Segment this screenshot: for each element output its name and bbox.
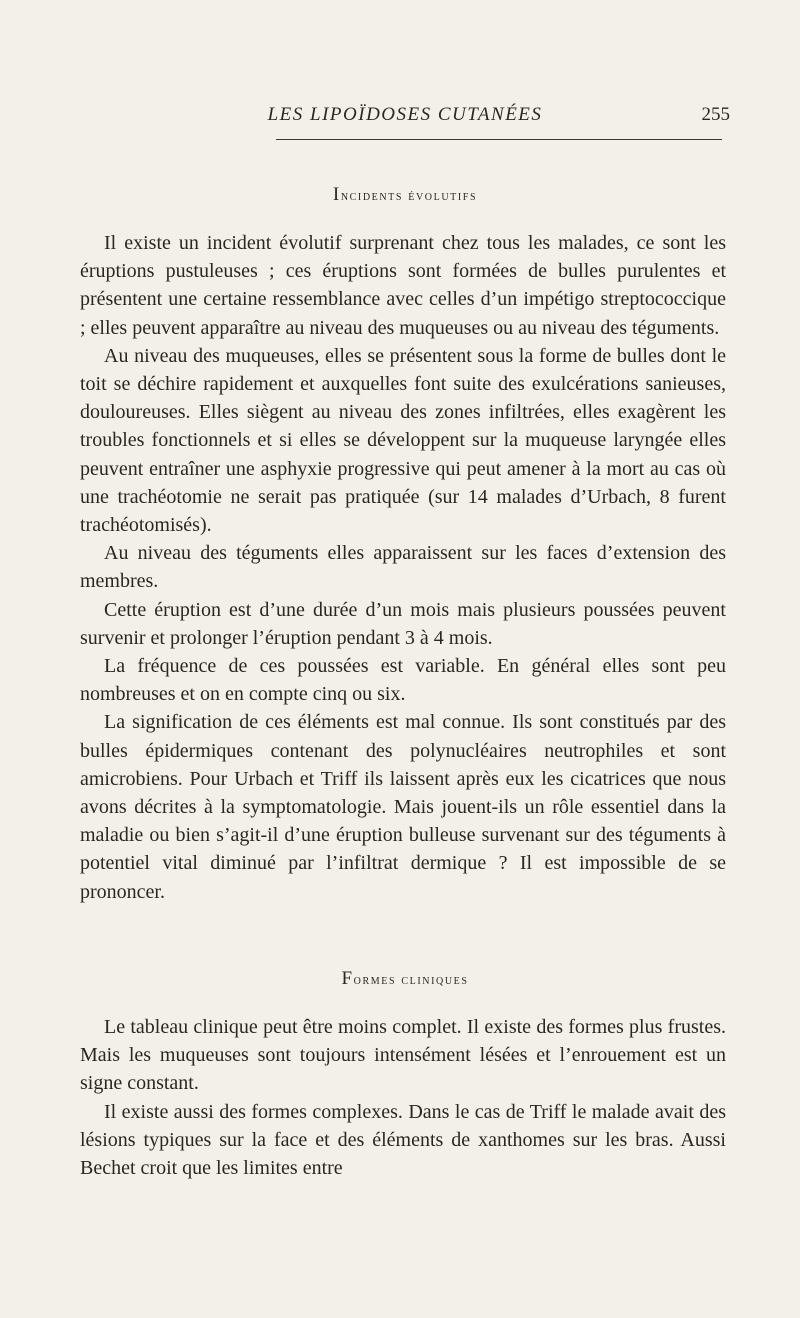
- section-heading-formes: Formes cliniques: [341, 968, 469, 989]
- running-title: LES LIPOÏDOSES CUTANÉES: [267, 104, 543, 125]
- header-rule: [276, 139, 722, 140]
- section-body-incidents: [80, 229, 726, 906]
- paragraph: La fréquence de ces poussées est variable. En général elles sont peu nombreuses et on en compte cinq ou six.: [80, 655, 726, 706]
- paragraph: Il existe un incident évolutif surprenant chez tous les malades, ce sont les éruptions pustuleuses ; ces éruptions sont formées de bulles purulentes et présentent une certaine ressemblance avec celles d’un impétigo streptococcique ; elles peuvent apparaître au niveau des muqueuses ou au niveau des téguments.: [80, 232, 726, 339]
- paragraph: Le tableau clinique peut être moins complet. Il existe des formes plus frustes. Mais les muqueuses sont toujours intensément lésées et l’enrouement est un signe constant.: [80, 1016, 726, 1095]
- paragraph: La signification de ces éléments est mal connue. Ils sont constitués par des bulles épidermiques contenant des polynucléaires neutrophiles et sont amicrobiens. Pour Urbach et Triff ils laissent après eux les cicatrices que nous avons décrites à la symptomatologie. Mais jouent-ils un rôle essentiel dans la maladie ou bien s’agit-il d’une éruption bulleuse survenant sur des téguments à potentiel vital diminué par l’infiltrat dermique ? Il est impossible de se prononcer.: [80, 711, 726, 903]
- paragraph: Au niveau des téguments elles apparaissent sur les faces d’extension des membres.: [80, 542, 726, 593]
- paragraph: Il existe aussi des formes complexes. Dans le cas de Triff le malade avait des lésions typiques sur la face et des éléments de xanthomes sur les bras. Aussi Bechet croit que les limites entre: [80, 1100, 726, 1180]
- section-body-formes: [80, 1013, 726, 1182]
- page-number: 255: [701, 104, 730, 125]
- running-head: [80, 100, 730, 130]
- paragraph: Au niveau des muqueuses, elles se présentent sous la forme de bulles dont le toit se déchire rapidement et auxquelles font suite des exulcérations sanieuses, douloureuses. Elles siègent au niveau des zones infiltrées, elles exagèrent les troubles fonctionnels et si elles se développent sur la muqueuse laryngée elles peuvent entraîner une asphyxie progressive qui peut amener à la mort au cas où une trachéotomie ne serait pas pratiquée (sur 14 malades d’Urbach, 8 furent trachéotomisés).: [80, 344, 726, 537]
- paragraph: Cette éruption est d’une durée d’un mois mais plusieurs poussées peuvent survenir et prolonger l’éruption pendant 3 à 4 mois.: [80, 598, 726, 649]
- section-heading-incidents: Incidents évolutifs: [332, 184, 478, 205]
